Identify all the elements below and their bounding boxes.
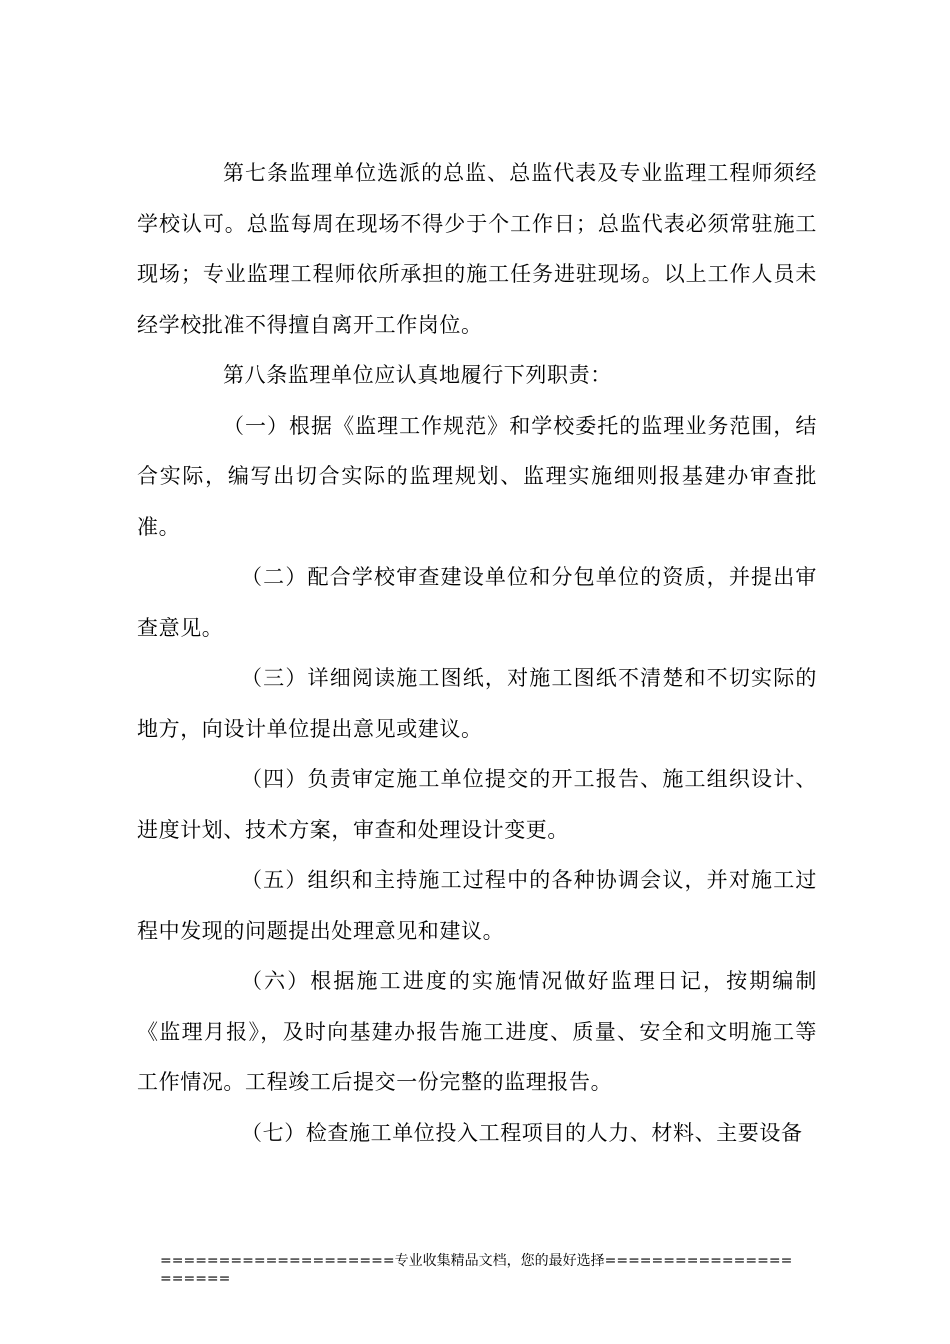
page-footer: ====================专业收集精品文档，您的最好选择====================== — [160, 1253, 793, 1287]
article-7-paragraph: 第七条监理单位选派的总监、总监代表及专业监理工程师须经学校认可。总监每周在现场不得少于个工作日；总监代表必须常驻施工现场；专业监理工程师依所承担的施工任务进驻现场。以上工作人员未经学校批准不得擅自离开工作岗位。 — [137, 161, 817, 337]
item-1-paragraph: （一）根据《监理工作规范》和学校委托的监理业务范围，结合实际，编写出切合实际的监理规划、监理实施细则报基建办审查批准。 — [137, 413, 817, 539]
article-8-paragraph: 第八条监理单位应认真地履行下列职责： — [223, 363, 612, 387]
item-5-paragraph: （五）组织和主持施工过程中的各种协调会议，并对施工过程中发现的问题提出处理意见和建议。 — [137, 868, 817, 943]
item-4-paragraph: （四）负责审定施工单位提交的开工报告、施工组织设计、进度计划、技术方案，审查和处理设计变更。 — [137, 767, 817, 842]
item-7-paragraph: （七）检查施工单位投入工程项目的人力、材料、主要设备 — [241, 1120, 803, 1145]
item-2-paragraph: （二）配合学校审查建设单位和分包单位的资质，并提出审查意见。 — [137, 565, 817, 640]
document-body — [137, 148, 817, 1158]
item-3-paragraph: （三）详细阅读施工图纸，对施工图纸不清楚和不切实际的地方，向设计单位提出意见或建议。 — [137, 666, 817, 741]
item-6-paragraph: （六）根据施工进度的实施情况做好监理日记，按期编制《监理月报》，及时向基建办报告施工进度、质量、安全和文明施工等工作情况。工程竣工后提交一份完整的监理报告。 — [137, 969, 817, 1094]
